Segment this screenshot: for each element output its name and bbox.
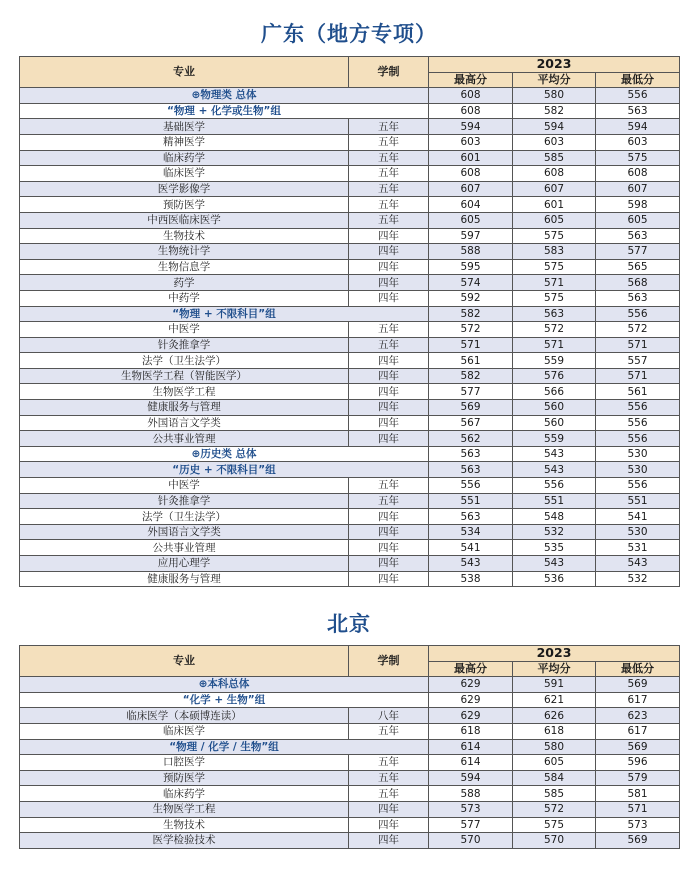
min-score: 598 — [596, 197, 680, 213]
table-row — [20, 571, 680, 587]
group-row — [20, 88, 680, 104]
table-row — [20, 817, 680, 833]
avg-score: 536 — [513, 571, 596, 587]
major-name: 基础医学 — [20, 119, 349, 135]
duration: 四年 — [349, 833, 429, 849]
major-name: 医学检验技术 — [20, 833, 349, 849]
major-name: 中医学 — [20, 478, 349, 494]
max-score: 601 — [429, 150, 513, 166]
header-avg: 平均分 — [513, 72, 596, 88]
table-row — [20, 244, 680, 260]
max-score: 608 — [429, 166, 513, 182]
group-name: ⊕本科总体 — [20, 677, 429, 693]
table-row — [20, 755, 680, 771]
table-row — [20, 786, 680, 802]
table-row — [20, 368, 680, 384]
group-row — [20, 739, 680, 755]
max-score: 574 — [429, 275, 513, 291]
avg-score: 601 — [513, 197, 596, 213]
beijing-score-table — [19, 645, 680, 849]
avg-score: 582 — [513, 103, 596, 119]
avg-score: 580 — [513, 739, 596, 755]
duration: 四年 — [349, 524, 429, 540]
avg-score: 618 — [513, 723, 596, 739]
major-name: 健康服务与管理 — [20, 571, 349, 587]
min-score: 563 — [596, 103, 680, 119]
min-score: 607 — [596, 181, 680, 197]
max-score: 594 — [429, 770, 513, 786]
avg-score: 556 — [513, 478, 596, 494]
max-score: 561 — [429, 353, 513, 369]
min-score: 571 — [596, 337, 680, 353]
avg-score: 543 — [513, 462, 596, 478]
duration: 五年 — [349, 786, 429, 802]
major-name: 临床药学 — [20, 150, 349, 166]
max-score: 594 — [429, 119, 513, 135]
major-name: 药学 — [20, 275, 349, 291]
header-min: 最低分 — [596, 661, 680, 677]
table-row — [20, 212, 680, 228]
major-name: 临床医学 — [20, 723, 349, 739]
min-score: 608 — [596, 166, 680, 182]
duration: 五年 — [349, 755, 429, 771]
table-row — [20, 708, 680, 724]
header-year: 2023 — [429, 57, 680, 73]
major-name: 针灸推拿学 — [20, 337, 349, 353]
min-score: 556 — [596, 431, 680, 447]
duration: 四年 — [349, 540, 429, 556]
duration: 五年 — [349, 493, 429, 509]
table-row — [20, 509, 680, 525]
min-score: 530 — [596, 524, 680, 540]
max-score: 588 — [429, 244, 513, 260]
max-score: 597 — [429, 228, 513, 244]
table-row — [20, 415, 680, 431]
max-score: 603 — [429, 134, 513, 150]
avg-score: 585 — [513, 150, 596, 166]
max-score: 543 — [429, 556, 513, 572]
duration: 五年 — [349, 337, 429, 353]
group-name: “历史 + 不限科目”组 — [20, 462, 429, 478]
major-name: 临床医学 — [20, 166, 349, 182]
duration: 四年 — [349, 556, 429, 572]
duration: 五年 — [349, 134, 429, 150]
major-name: 口腔医学 — [20, 755, 349, 771]
table-row — [20, 119, 680, 135]
table-row — [20, 166, 680, 182]
duration: 五年 — [349, 770, 429, 786]
avg-score: 543 — [513, 556, 596, 572]
major-name: 针灸推拿学 — [20, 493, 349, 509]
min-score: 572 — [596, 322, 680, 338]
max-score: 604 — [429, 197, 513, 213]
avg-score: 583 — [513, 244, 596, 260]
max-score: 608 — [429, 103, 513, 119]
major-name: 公共事业管理 — [20, 431, 349, 447]
min-score: 565 — [596, 259, 680, 275]
avg-score: 575 — [513, 228, 596, 244]
avg-score: 591 — [513, 677, 596, 693]
duration: 四年 — [349, 400, 429, 416]
max-score: 595 — [429, 259, 513, 275]
avg-score: 560 — [513, 415, 596, 431]
min-score: 532 — [596, 571, 680, 587]
max-score: 563 — [429, 509, 513, 525]
major-name: 中西医临床医学 — [20, 212, 349, 228]
duration: 四年 — [349, 353, 429, 369]
min-score: 563 — [596, 290, 680, 306]
major-name: 临床医学（本硕博连读） — [20, 708, 349, 724]
avg-score: 626 — [513, 708, 596, 724]
duration: 四年 — [349, 509, 429, 525]
max-score: 570 — [429, 833, 513, 849]
max-score: 556 — [429, 478, 513, 494]
table-row — [20, 228, 680, 244]
max-score: 588 — [429, 786, 513, 802]
avg-score: 576 — [513, 368, 596, 384]
table-row — [20, 259, 680, 275]
duration: 五年 — [349, 166, 429, 182]
major-name: 精神医学 — [20, 134, 349, 150]
major-name: 法学（卫生法学） — [20, 353, 349, 369]
max-score: 569 — [429, 400, 513, 416]
major-name: 外国语言文学类 — [20, 415, 349, 431]
major-name: 生物医学工程 — [20, 384, 349, 400]
table-row — [20, 353, 680, 369]
table-row — [20, 723, 680, 739]
header-max: 最高分 — [429, 72, 513, 88]
min-score: 541 — [596, 509, 680, 525]
major-name: 生物医学工程（智能医学） — [20, 368, 349, 384]
avg-score: 560 — [513, 400, 596, 416]
min-score: 571 — [596, 368, 680, 384]
major-name: 外国语言文学类 — [20, 524, 349, 540]
guangdong-title: 广东（地方专项） — [261, 22, 437, 46]
major-name: 医学影像学 — [20, 181, 349, 197]
avg-score: 535 — [513, 540, 596, 556]
table-row — [20, 524, 680, 540]
min-score: 543 — [596, 556, 680, 572]
avg-score: 566 — [513, 384, 596, 400]
group-name: “物理 + 不限科目”组 — [20, 306, 429, 322]
major-name: 健康服务与管理 — [20, 400, 349, 416]
min-score: 581 — [596, 786, 680, 802]
group-row — [20, 692, 680, 708]
guangdong-score-table — [19, 56, 680, 587]
table-row — [20, 290, 680, 306]
duration: 四年 — [349, 571, 429, 587]
avg-score: 575 — [513, 817, 596, 833]
table-row — [20, 478, 680, 494]
table-row — [20, 322, 680, 338]
avg-score: 603 — [513, 134, 596, 150]
avg-score: 575 — [513, 259, 596, 275]
max-score: 551 — [429, 493, 513, 509]
max-score: 629 — [429, 708, 513, 724]
max-score: 614 — [429, 755, 513, 771]
major-name: 中药学 — [20, 290, 349, 306]
header-major: 专业 — [20, 646, 349, 677]
duration: 四年 — [349, 368, 429, 384]
avg-score: 543 — [513, 446, 596, 462]
min-score: 573 — [596, 817, 680, 833]
avg-score: 605 — [513, 212, 596, 228]
duration: 四年 — [349, 801, 429, 817]
duration: 五年 — [349, 197, 429, 213]
table-row — [20, 801, 680, 817]
header-duration: 学制 — [349, 57, 429, 88]
duration: 四年 — [349, 244, 429, 260]
max-score: 629 — [429, 677, 513, 693]
min-score: 579 — [596, 770, 680, 786]
min-score: 563 — [596, 228, 680, 244]
max-score: 563 — [429, 462, 513, 478]
avg-score: 563 — [513, 306, 596, 322]
major-name: 中医学 — [20, 322, 349, 338]
major-name: 预防医学 — [20, 197, 349, 213]
avg-score: 608 — [513, 166, 596, 182]
major-name: 生物技术 — [20, 817, 349, 833]
duration: 四年 — [349, 259, 429, 275]
max-score: 592 — [429, 290, 513, 306]
table-row — [20, 197, 680, 213]
duration: 八年 — [349, 708, 429, 724]
min-score: 603 — [596, 134, 680, 150]
avg-score: 571 — [513, 337, 596, 353]
header-major: 专业 — [20, 57, 349, 88]
min-score: 617 — [596, 723, 680, 739]
avg-score: 572 — [513, 801, 596, 817]
max-score: 538 — [429, 571, 513, 587]
max-score: 541 — [429, 540, 513, 556]
major-name: 预防医学 — [20, 770, 349, 786]
header-duration: 学制 — [349, 646, 429, 677]
major-name: 公共事业管理 — [20, 540, 349, 556]
major-name: 生物技术 — [20, 228, 349, 244]
table-row — [20, 833, 680, 849]
table-row — [20, 770, 680, 786]
table-row — [20, 431, 680, 447]
avg-score: 571 — [513, 275, 596, 291]
duration: 四年 — [349, 290, 429, 306]
min-score: 556 — [596, 306, 680, 322]
beijing-title: 北京 — [327, 612, 371, 636]
min-score: 556 — [596, 478, 680, 494]
table-row — [20, 384, 680, 400]
header-max: 最高分 — [429, 661, 513, 677]
major-name: 生物医学工程 — [20, 801, 349, 817]
min-score: 577 — [596, 244, 680, 260]
min-score: 531 — [596, 540, 680, 556]
avg-score: 607 — [513, 181, 596, 197]
max-score: 577 — [429, 817, 513, 833]
min-score: 561 — [596, 384, 680, 400]
max-score: 607 — [429, 181, 513, 197]
group-row — [20, 677, 680, 693]
min-score: 556 — [596, 400, 680, 416]
max-score: 629 — [429, 692, 513, 708]
table-row — [20, 400, 680, 416]
duration: 五年 — [349, 723, 429, 739]
min-score: 575 — [596, 150, 680, 166]
min-score: 605 — [596, 212, 680, 228]
table-row — [20, 150, 680, 166]
avg-score: 572 — [513, 322, 596, 338]
min-score: 556 — [596, 415, 680, 431]
min-score: 557 — [596, 353, 680, 369]
group-name: ⊕历史类 总体 — [20, 446, 429, 462]
duration: 五年 — [349, 150, 429, 166]
min-score: 568 — [596, 275, 680, 291]
duration: 四年 — [349, 384, 429, 400]
major-name: 法学（卫生法学） — [20, 509, 349, 525]
max-score: 608 — [429, 88, 513, 104]
max-score: 572 — [429, 322, 513, 338]
table-row — [20, 540, 680, 556]
max-score: 563 — [429, 446, 513, 462]
min-score: 596 — [596, 755, 680, 771]
avg-score: 532 — [513, 524, 596, 540]
max-score: 534 — [429, 524, 513, 540]
min-score: 569 — [596, 833, 680, 849]
max-score: 582 — [429, 368, 513, 384]
duration: 四年 — [349, 275, 429, 291]
group-name: “物理 / 化学 / 生物”组 — [20, 739, 429, 755]
max-score: 614 — [429, 739, 513, 755]
max-score: 577 — [429, 384, 513, 400]
major-name: 临床药学 — [20, 786, 349, 802]
max-score: 573 — [429, 801, 513, 817]
avg-score: 580 — [513, 88, 596, 104]
group-row — [20, 462, 680, 478]
avg-score: 559 — [513, 353, 596, 369]
duration: 四年 — [349, 817, 429, 833]
duration: 四年 — [349, 431, 429, 447]
min-score: 551 — [596, 493, 680, 509]
major-name: 生物信息学 — [20, 259, 349, 275]
header-avg: 平均分 — [513, 661, 596, 677]
duration: 四年 — [349, 415, 429, 431]
avg-score: 621 — [513, 692, 596, 708]
duration: 四年 — [349, 228, 429, 244]
table-row — [20, 493, 680, 509]
avg-score: 575 — [513, 290, 596, 306]
max-score: 605 — [429, 212, 513, 228]
min-score: 569 — [596, 677, 680, 693]
group-row — [20, 103, 680, 119]
duration: 五年 — [349, 119, 429, 135]
major-name: 应用心理学 — [20, 556, 349, 572]
table-row — [20, 181, 680, 197]
table-row — [20, 275, 680, 291]
min-score: 569 — [596, 739, 680, 755]
table-row — [20, 337, 680, 353]
table-row — [20, 556, 680, 572]
group-name: “物理 + 化学或生物”组 — [20, 103, 429, 119]
min-score: 556 — [596, 88, 680, 104]
min-score: 571 — [596, 801, 680, 817]
max-score: 582 — [429, 306, 513, 322]
max-score: 618 — [429, 723, 513, 739]
max-score: 571 — [429, 337, 513, 353]
group-name: ⊕物理类 总体 — [20, 88, 429, 104]
min-score: 530 — [596, 446, 680, 462]
header-year: 2023 — [429, 646, 680, 662]
major-name: 生物统计学 — [20, 244, 349, 260]
avg-score: 594 — [513, 119, 596, 135]
duration: 五年 — [349, 212, 429, 228]
duration: 五年 — [349, 322, 429, 338]
avg-score: 584 — [513, 770, 596, 786]
max-score: 567 — [429, 415, 513, 431]
group-row — [20, 446, 680, 462]
duration: 五年 — [349, 478, 429, 494]
header-min: 最低分 — [596, 72, 680, 88]
duration: 五年 — [349, 181, 429, 197]
min-score: 617 — [596, 692, 680, 708]
avg-score: 548 — [513, 509, 596, 525]
avg-score: 559 — [513, 431, 596, 447]
min-score: 623 — [596, 708, 680, 724]
group-row — [20, 306, 680, 322]
table-row — [20, 134, 680, 150]
group-name: “化学 + 生物”组 — [20, 692, 429, 708]
max-score: 562 — [429, 431, 513, 447]
avg-score: 605 — [513, 755, 596, 771]
min-score: 594 — [596, 119, 680, 135]
min-score: 530 — [596, 462, 680, 478]
avg-score: 570 — [513, 833, 596, 849]
avg-score: 551 — [513, 493, 596, 509]
avg-score: 585 — [513, 786, 596, 802]
